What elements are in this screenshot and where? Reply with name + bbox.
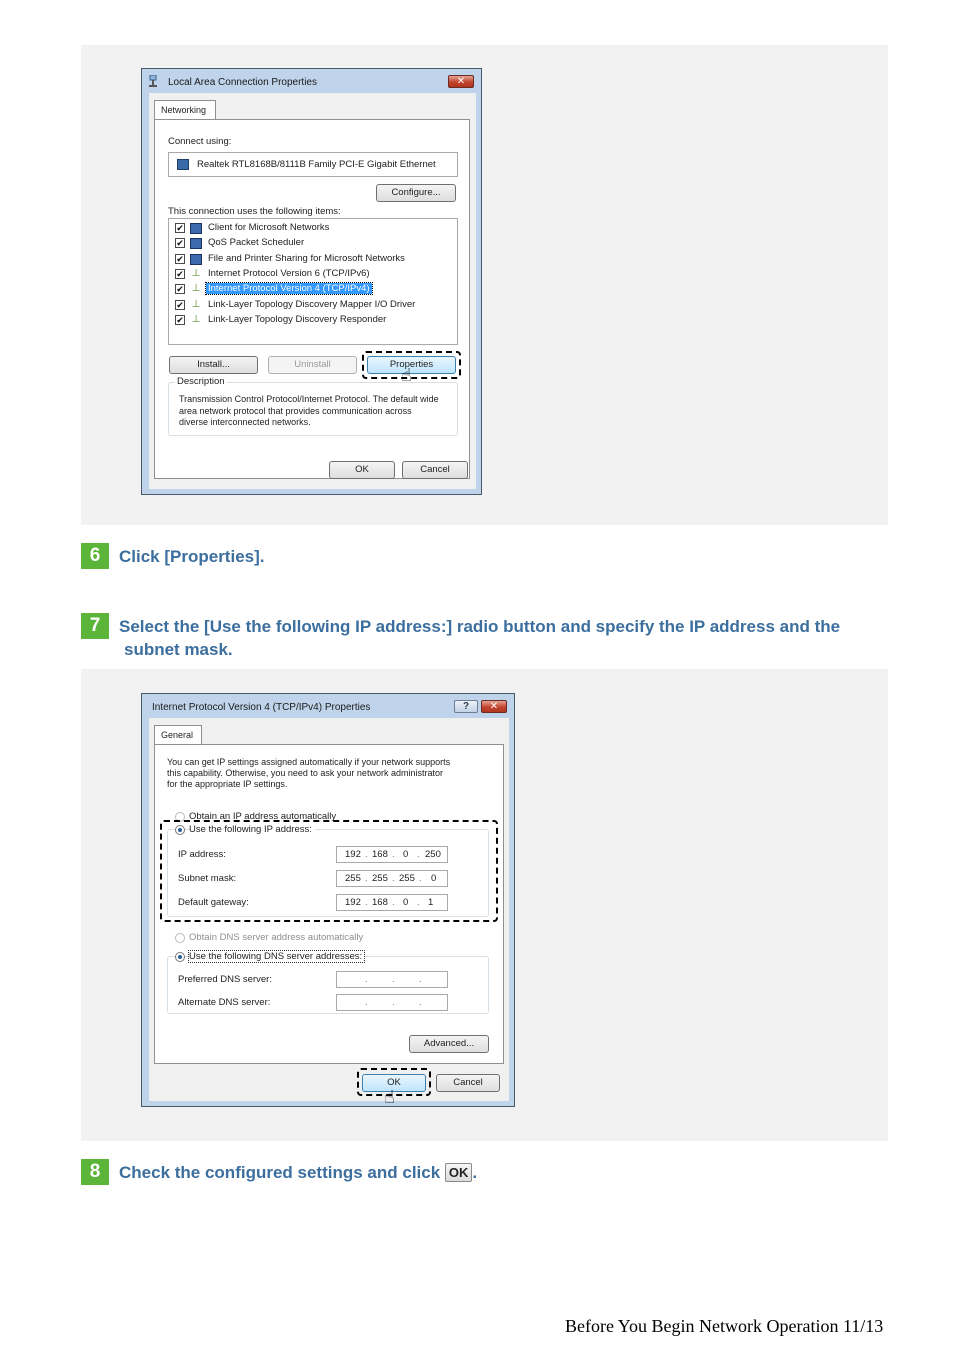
checkbox[interactable]: ✔: [176, 238, 184, 248]
obtain-dns-auto-label: Obtain DNS server address automatically: [189, 932, 364, 943]
alternate-dns-label: Alternate DNS server:: [178, 997, 271, 1008]
list-item[interactable]: [175, 267, 453, 281]
title-bar: [142, 69, 481, 93]
adapter-name: Realtek RTL8168B/8111B Family PCI-E Gigabit Ethernet: [197, 159, 436, 170]
checkbox[interactable]: ✔: [176, 284, 184, 294]
checkbox[interactable]: ✔: [176, 254, 184, 264]
ip-address-label: IP address:: [178, 849, 226, 860]
connect-using-label: Connect using:: [168, 136, 232, 147]
item-label: Link-Layer Topology Discovery Responder: [208, 314, 387, 325]
network-icon: [190, 254, 202, 265]
title-bar: [142, 694, 514, 718]
protocol-icon: ⊥: [191, 283, 201, 294]
use-following-ip-label: Use the following IP address:: [189, 824, 315, 835]
ip-separator: .: [417, 849, 420, 860]
gw-octet-4: 1: [428, 897, 434, 908]
cancel-button[interactable]: Cancel: [436, 1074, 500, 1092]
hand-cursor-icon: ☝: [401, 365, 412, 385]
protocol-icon: ⊥: [191, 268, 201, 279]
configure-button[interactable]: Configure...: [376, 184, 456, 202]
mask-octet-4: 0: [431, 873, 437, 884]
dialog-client-area: [149, 718, 509, 1101]
highlight-frame: [160, 820, 498, 922]
step-number-6: 6: [81, 543, 109, 569]
screenshot-panel-1: [81, 45, 888, 525]
ok-badge: OK: [445, 1163, 473, 1182]
adapter-field: [168, 152, 458, 177]
tab-page: [154, 119, 470, 479]
use-following-dns-label: Use the following DNS server addresses:: [189, 951, 363, 962]
gw-octet-3: 0: [403, 897, 409, 908]
advanced-button[interactable]: Advanced...: [409, 1035, 489, 1053]
ip-separator: .: [365, 873, 368, 884]
close-button[interactable]: ✕: [448, 75, 474, 88]
tab-networking[interactable]: Networking: [154, 100, 216, 120]
description-label: Description: [177, 376, 225, 387]
mask-octet-2: 255: [372, 873, 388, 884]
ip-separator: .: [392, 849, 395, 860]
item-label: File and Printer Sharing for Microsoft Networks: [208, 253, 405, 264]
tab-page: [154, 744, 504, 1064]
items-label: This connection uses the following items:: [168, 206, 341, 217]
default-gateway-label: Default gateway:: [178, 897, 249, 908]
uninstall-button: Uninstall: [268, 356, 357, 374]
item-label: QoS Packet Scheduler: [208, 237, 305, 248]
step-number-8: 8: [81, 1159, 109, 1185]
install-button[interactable]: Install...: [169, 356, 258, 374]
subnet-mask-label: Subnet mask:: [178, 873, 237, 884]
list-item[interactable]: [175, 236, 453, 250]
page-footer: Before You Begin Network Operation 11/13: [565, 1316, 884, 1336]
tab-general[interactable]: General: [154, 725, 202, 745]
gw-octet-2: 168: [372, 897, 388, 908]
mask-octet-1: 255: [345, 873, 361, 884]
ip-separator: .: [419, 873, 422, 884]
ip-octet-1: 192: [345, 849, 361, 860]
ip-separator: .: [392, 873, 395, 884]
checkbox[interactable]: ✔: [176, 223, 184, 233]
alternate-dns-field[interactable]: [336, 994, 448, 1011]
list-item[interactable]: [175, 298, 453, 312]
description-text: Transmission Control Protocol/Internet Protocol. The default wide area network protocol that provides communication across diverse interconnected networks.: [179, 394, 439, 427]
dialog-title: Internet Protocol Version 4 (TCP/IPv4) Properties: [152, 702, 371, 713]
obtain-ip-auto-label: Obtain an IP address automatically: [189, 811, 337, 822]
network-icon: [190, 238, 202, 249]
ip-separator: .: [417, 897, 420, 908]
network-icon: [148, 75, 158, 88]
checkbox[interactable]: ✔: [176, 269, 184, 279]
step-6-text: Click [Properties].: [119, 547, 265, 566]
intro-line-3: for the appropriate IP settings.: [167, 779, 288, 789]
network-icon: [190, 223, 202, 234]
ip-octet-2: 168: [372, 849, 388, 860]
ip-separator: .: [419, 974, 422, 985]
step-8-text-after: .: [472, 1163, 478, 1182]
local-area-connection-properties-dialog: [141, 68, 482, 495]
item-label: Link-Layer Topology Discovery Mapper I/O Driver: [208, 299, 416, 310]
ok-button[interactable]: OK: [329, 461, 395, 479]
ip-separator: .: [392, 974, 395, 985]
help-button[interactable]: ?: [454, 700, 478, 713]
ip-separator: .: [392, 897, 395, 908]
list-item[interactable]: [175, 252, 453, 266]
ip-separator: .: [365, 997, 368, 1008]
step-8-text-before: Check the configured settings and click: [119, 1163, 441, 1182]
properties-button[interactable]: Properties: [367, 356, 456, 374]
intro-line-2: this capability. Otherwise, you need to ask your network administrator: [167, 768, 443, 778]
protocol-icon: ⊥: [191, 314, 201, 325]
item-label: Internet Protocol Version 4 (TCP/IPv4): [208, 283, 370, 294]
list-item[interactable]: [175, 221, 453, 235]
obtain-dns-auto-radio[interactable]: [175, 933, 185, 943]
ip-separator: .: [365, 897, 368, 908]
ip-separator: .: [392, 997, 395, 1008]
ipv4-properties-dialog: [141, 693, 515, 1107]
checkbox[interactable]: ✔: [176, 315, 184, 325]
intro-line-1: You can get IP settings assigned automatically if your network supports: [167, 757, 451, 767]
ok-button[interactable]: OK: [362, 1074, 426, 1092]
cancel-button[interactable]: Cancel: [402, 461, 468, 479]
step-8-text: [119, 1161, 477, 1184]
ip-separator: .: [419, 997, 422, 1008]
use-following-dns-radio[interactable]: [175, 952, 185, 962]
step-number-7: 7: [81, 613, 109, 639]
items-list: [168, 218, 458, 345]
preferred-dns-field[interactable]: [336, 971, 448, 988]
adapter-icon: [177, 159, 189, 170]
close-button[interactable]: ✕: [481, 700, 507, 713]
gw-octet-1: 192: [345, 897, 361, 908]
hand-cursor-icon: ☝: [384, 1087, 395, 1107]
checkbox[interactable]: ✔: [176, 300, 184, 310]
step-7-text-line2: subnet mask.: [124, 640, 233, 659]
ip-octet-4: 250: [425, 849, 441, 860]
step-7-text-line1: Select the [Use the following IP address:] radio button and specify the IP address and the: [119, 617, 841, 636]
ip-separator: .: [365, 849, 368, 860]
dialog-title: Local Area Connection Properties: [168, 77, 317, 88]
ip-separator: .: [365, 974, 368, 985]
mask-octet-3: 255: [399, 873, 415, 884]
preferred-dns-label: Preferred DNS server:: [178, 974, 272, 985]
ip-octet-3: 0: [403, 849, 409, 860]
dialog-client-area: [149, 93, 476, 489]
screenshot-panel-2: [81, 669, 888, 1141]
item-label: Client for Microsoft Networks: [208, 222, 330, 233]
list-item-selected[interactable]: [175, 282, 453, 296]
protocol-icon: ⊥: [191, 299, 201, 310]
list-item[interactable]: [175, 313, 453, 327]
item-label: Internet Protocol Version 6 (TCP/IPv6): [208, 268, 370, 279]
description-group: [168, 376, 458, 436]
